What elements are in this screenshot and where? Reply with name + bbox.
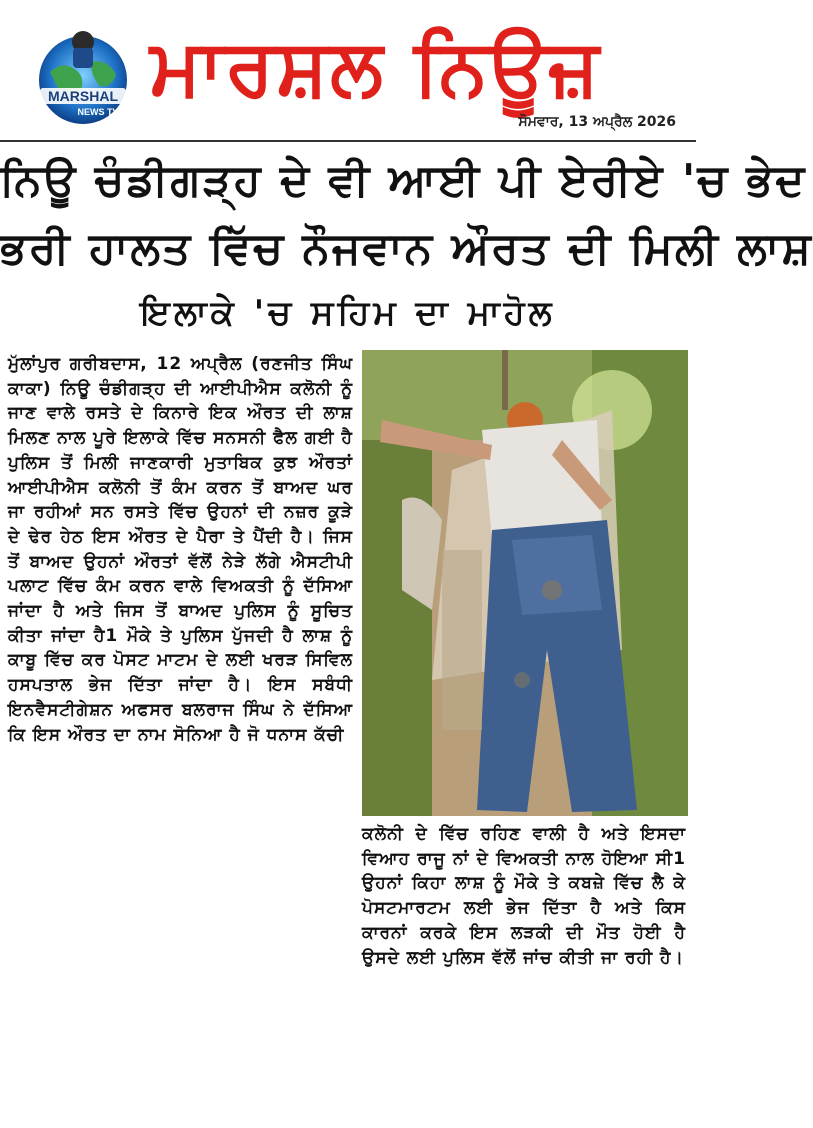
subheadline: ਇਲਾਕੇ 'ਚ ਸਹਿਮ ਦਾ ਮਾਹੋਲ [140, 293, 556, 333]
logo-text-marshal: MARSHAL [48, 88, 118, 104]
article-column-2: ਕਲੋਨੀ ਦੇ ਵਿੱਚ ਰਹਿਣ ਵਾਲੀ ਹੈ ਅਤੇ ਇਸਦਾ ਵਿਆਹ ਰਾਜੂ ਨਾਂ ਦੇ ਵਿਅਕਤੀ ਨਾਲ ਹੋਇਆ ਸੀ1 ਉਹਨਾਂ ਕਿਹਾ ਲਾਸ਼ ਨੂੰ ਮੌਕੇ ਤੇ ਕਬਜ਼ੇ ਵਿੱਚ ਲੈ ਕੇ ਪੋਸਟਮਾਰਟਮ ਲਈ ਭੇਜ ਦਿੱਤਾ ਹੈ ਅਤੇ ਕਿਸ ਕਾਰਨਾਂ ਕਰਕੇ ਇਸ ਲੜਕੀ ਦੀ ਮੌਤ ਹੋਈ ਹੈ ਉਸਦੇ ਲਈ ਪੁਲਿਸ ਵੱਲੋਂ ਜਾਂਚ ਕੀਤੀ ਜਾ ਰਹੀ ਹੈ। [362, 824, 686, 968]
headline-line-1: ਨਿਊ ਚੰਡੀਗੜ੍ਹ ਦੇ ਵੀ ਆਈ ਪੀ ਏਰੀਏ 'ਚ ਭੇਦ [0, 155, 807, 206]
issue-date: ਸੋਮਵਾਰ, 13 ਅਪ੍ਰੈਲ 2026 [518, 114, 676, 130]
logo-text-newstv: NEWS TV [77, 107, 119, 117]
marshal-news-logo [28, 22, 138, 132]
headline-line-2: ਭਰੀ ਹਾਲਤ ਵਿੱਚ ਨੌਜਵਾਨ ਔਰਤ ਦੀ ਮਿਲੀ ਲਾਸ਼ [0, 223, 813, 274]
article-column-1: ਮੁੱਲਾਂਪੁਰ ਗਰੀਬਦਾਸ, 12 ਅਪ੍ਰੈਲ (ਰਣਜੀਤ ਸਿੰਘ ਕਾਕਾ) ਨਿਊ ਚੰਡੀਗੜ੍ਹ ਦੀ ਆਈਪੀਐਸ ਕਲੋਨੀ ਨੂੰ ਜਾਣ ਵਾਲੇ ਰਸਤੇ ਦੇ ਕਿਨਾਰੇ ਇਕ ਔਰਤ ਦੀ ਲਾਸ਼ ਮਿਲਣ ਨਾਲ ਪੂਰੇ ਇਲਾਕੇ ਵਿੱਚ ਸਨਸਨੀ ਫੈਲ ਗਈ ਹੈ ਪੁਲਿਸ ਤੋਂ ਮਿਲੀ ਜਾਣਕਾਰੀ ਮੁਤਾਬਿਕ ਕੁਝ ਔਰਤਾਂ ਆਈਪੀਐਸ ਕਲੋਨੀ ਤੋਂ ਕੰਮ ਕਰਨ ਤੋਂ ਬਾਅਦ ਘਰ ਜਾ ਰਹੀਆਂ ਸਨ ਰਸਤੇ ਵਿੱਚ ਉਹਨਾਂ ਦੀ ਨਜ਼ਰ ਕੂੜੇ ਦੇ ਢੇਰ ਹੇਠ ਇਸ ਔਰਤ ਦੇ ਪੈਰਾ ਤੇ ਪੈਂਦੀ ਹੈ। ਜਿਸ ਤੋਂ ਬਾਅਦ ਉਹਨਾਂ ਔਰਤਾਂ ਵੱਲੋਂ ਨੇੜੇ ਲੱਗੇ ਐਸਟੀਪੀ ਪਲਾਟ ਵਿੱਚ ਕੰਮ ਕਰਨ ਵਾਲੇ ਵਿਅਕਤੀ ਨੂੰ ਦੱਸਿਆ ਜਾਂਦਾ ਹੈ ਅਤੇ ਜਿਸ ਤੋਂ ਬਾਅਦ ਪੁਲਿਸ ਨੂੰ ਸੂਚਿਤ ਕੀਤਾ ਜਾਂਦਾ ਹੈ1 ਮੌਕੇ ਤੇ ਪੁਲਿਸ ਪੁੱਜਦੀ ਹੈ ਲਾਸ਼ ਨੂੰ ਕਾਬੂ ਵਿੱਚ ਕਰ ਪੋਸਟ ਮਾਟਮ ਦੇ ਲਈ ਖਰੜ ਸਿਵਿਲ ਹਸਪਤਾਲ ਭੇਜ ਦਿੱਤਾ ਜਾਂਦਾ ਹੈ। ਇਸ ਸਬੰਧੀ ਇਨਵੈਸਟੀਗੇਸ਼ਨ ਅਫਸਰ ਬਲਰਾਜ ਸਿੰਘ ਨੇ ਦੱਸਿਆ ਕਿ ਇਸ ਔਰਤ ਦਾ ਨਾਮ ਸੋਨਿਆ ਹੈ ਜੋ ਧਨਾਸ ਕੱਚੀ [8, 354, 353, 745]
divider [0, 140, 696, 142]
news-photo [362, 350, 688, 816]
masthead-title: ਮਾਰਸ਼ਲ ਨਿਊਜ਼ [150, 23, 601, 113]
